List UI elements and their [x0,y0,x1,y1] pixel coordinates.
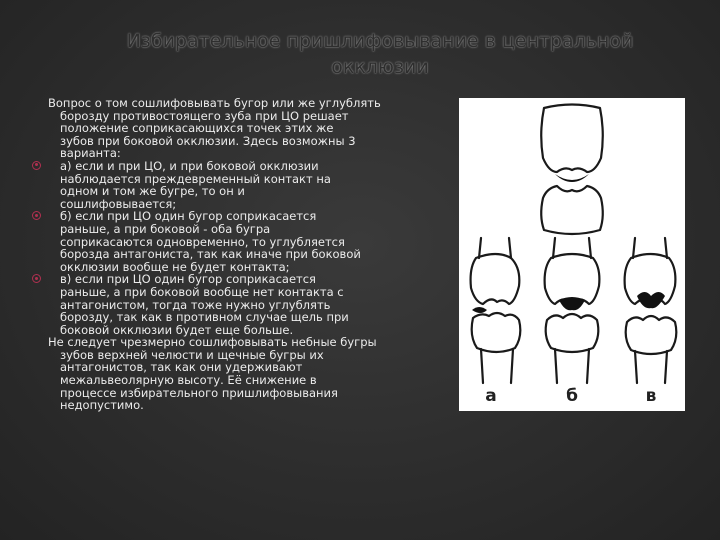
bullet-item-a [48,160,440,210]
bullet-line: б) если при ЦО один бугор соприкасается [60,209,317,224]
bullet-line: соприкасаются одновременно, то углубляется [60,234,345,249]
teeth-occlusion-figure [459,98,685,411]
intro-paragraph [48,97,440,160]
bullet-item-b [48,210,440,273]
tooth-outline [472,313,521,352]
figure-label-a: а [485,386,497,406]
slide-title [110,28,650,80]
closing-line: процессе избирательного пришлифовывания [60,385,338,400]
closing-line: недопустимо. [60,398,144,413]
figure-label-b: б [566,386,578,406]
tooth-outline [626,316,677,354]
title-line-1: Избирательное пришлифовывание в центральной [126,30,634,52]
bullet-line: а) если и при ЦО, и при боковой окклюзии [60,158,319,173]
figure-label-v: в [645,386,657,406]
tooth-outline [546,314,599,352]
tooth-outline [471,254,520,304]
bullet-line: боковой окклюзии будет еще больше. [60,322,294,337]
bullet-item-v [48,273,440,336]
tooth-root [481,349,513,383]
tooth-outline [545,254,600,304]
bullet-line: антагонистом, тогда тоже нужно углублять [60,297,331,312]
bullet-line: сошлифовывается; [60,196,177,211]
bullet-circle-icon [32,161,41,170]
intro-line: Вопрос о том сошлифовывать бугор или же углублять [48,96,381,110]
teeth-diagram [459,98,685,411]
closing-line: антагонистов, так как они удерживают [60,360,303,375]
intro-line: варианта: [60,146,121,161]
intro-line: борозду противостоящего зуба при ЦО решает [60,108,349,123]
bullet-circle-icon [32,274,41,283]
bullet-line: наблюдается преждевременный контакт на [60,171,331,186]
contact-area [637,292,665,308]
intro-line: положение соприкасающихся точек этих же [60,121,334,136]
closing-line: зубов верхней челюсти и щечные бугры их [60,347,324,362]
bullet-line: в) если при ЦО один бугор соприкасается [60,272,316,287]
tooth-outline [541,105,603,173]
intro-line: зубов при боковой окклюзии. Здесь возможны 3 [60,133,356,148]
bullet-circle-icon [32,211,41,220]
tooth-root [635,351,667,383]
closing-paragraph [48,336,440,412]
bullet-line: борозда антагониста, так как иначе при боковой [60,247,361,262]
bullet-line: одном и том же бугре, то он и [60,184,245,199]
contact-area [559,297,585,310]
closing-line: Не следует чрезмерно сошлифовывать небные бугры [48,335,377,350]
slide-body-text [48,97,440,412]
contact-area [472,307,487,313]
tooth-root [555,349,589,383]
bullet-line: раньше, а при боковой - оба бугра [60,221,271,236]
closing-line: межальвеолярную высоту. Её снижение в [60,373,317,388]
tooth-outline [541,186,603,234]
bullet-line: окклюзии вообще не будет контакта; [60,259,290,274]
bullet-line: борозду, так как в противном случае щель при [60,310,349,325]
bullet-line: раньше, а при боковой вообще нет контакта с [60,284,344,299]
title-line-2: окклюзии [331,56,429,78]
contact-area [555,174,589,182]
